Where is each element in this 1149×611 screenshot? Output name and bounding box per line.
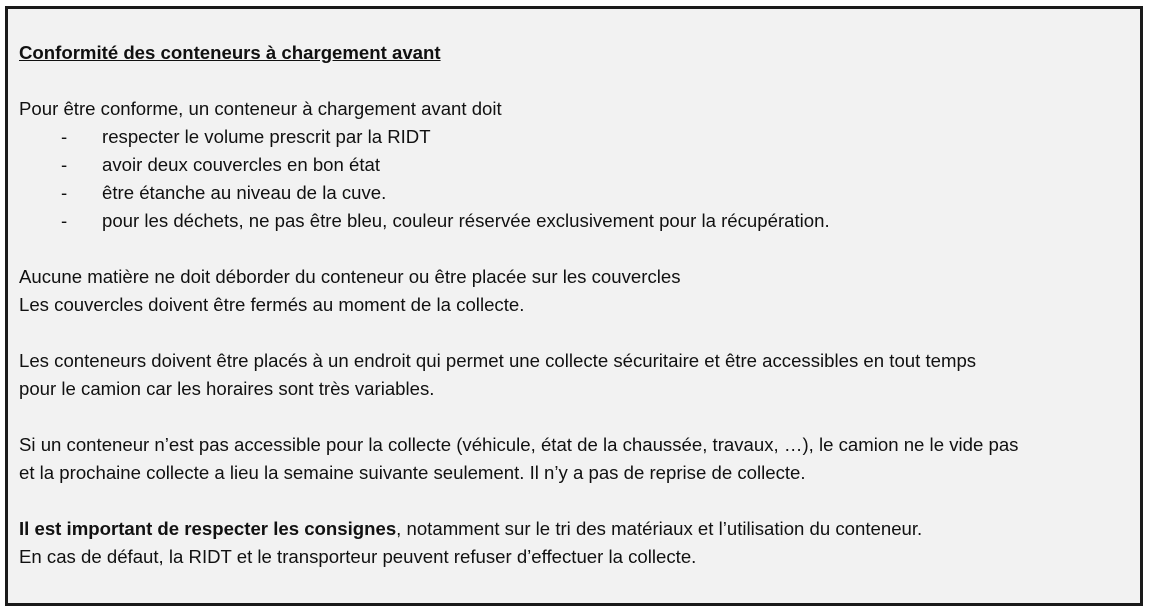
bullet-dash: - bbox=[61, 210, 68, 231]
list-item bbox=[19, 123, 1132, 151]
spacer bbox=[19, 487, 1132, 515]
spacer bbox=[19, 319, 1132, 347]
overflow-rule-line1: Aucune matière ne doit déborder du conteneur ou être placée sur les couvercles bbox=[19, 266, 681, 287]
list-item-text: avoir deux couvercles en bon état bbox=[102, 154, 381, 175]
placement-rule-line2: pour le camion car les horaires sont très variables. bbox=[19, 378, 435, 399]
notice-title: Conformité des conteneurs à chargement avant bbox=[19, 42, 441, 63]
important-emphasis: Il est important de respecter les consignes bbox=[19, 518, 397, 539]
bullet-dash: - bbox=[61, 126, 68, 147]
list-item-text: être étanche au niveau de la cuve. bbox=[102, 182, 387, 203]
placement-rule-line1: Les conteneurs doivent être placés à un endroit qui permet une collecte sécuritaire et être accessibles en tout temps bbox=[19, 350, 977, 371]
access-rule-line2: et la prochaine collecte a lieu la semaine suivante seulement. Il n’y a pas de reprise de collecte. bbox=[19, 462, 806, 483]
spacer bbox=[19, 403, 1132, 431]
requirements-list bbox=[19, 123, 1132, 235]
notice-content bbox=[19, 39, 1132, 571]
intro-text: Pour être conforme, un conteneur à chargement avant doit bbox=[19, 98, 502, 119]
list-item bbox=[19, 179, 1132, 207]
list-item bbox=[19, 151, 1132, 179]
important-line1 bbox=[19, 515, 1132, 543]
bullet-dash: - bbox=[61, 154, 68, 175]
access-rule-line1: Si un conteneur n’est pas accessible pour la collecte (véhicule, état de la chaussée, travaux, …), le camion ne le vide pas bbox=[19, 434, 1019, 455]
list-item-text: pour les déchets, ne pas être bleu, couleur réservée exclusivement pour la récupération. bbox=[102, 210, 830, 231]
spacer bbox=[19, 235, 1132, 263]
bullet-dash: - bbox=[61, 182, 68, 203]
notice-box bbox=[5, 6, 1143, 606]
overflow-rule-line2: Les couvercles doivent être fermés au moment de la collecte. bbox=[19, 294, 525, 315]
important-line2: En cas de défaut, la RIDT et le transporteur peuvent refuser d’effectuer la collecte. bbox=[19, 546, 697, 567]
important-rest: , notamment sur le tri des matériaux et l’utilisation du conteneur. bbox=[396, 518, 923, 539]
list-item bbox=[19, 207, 1132, 235]
list-item-text: respecter le volume prescrit par la RIDT bbox=[102, 126, 431, 147]
spacer bbox=[19, 67, 1132, 95]
